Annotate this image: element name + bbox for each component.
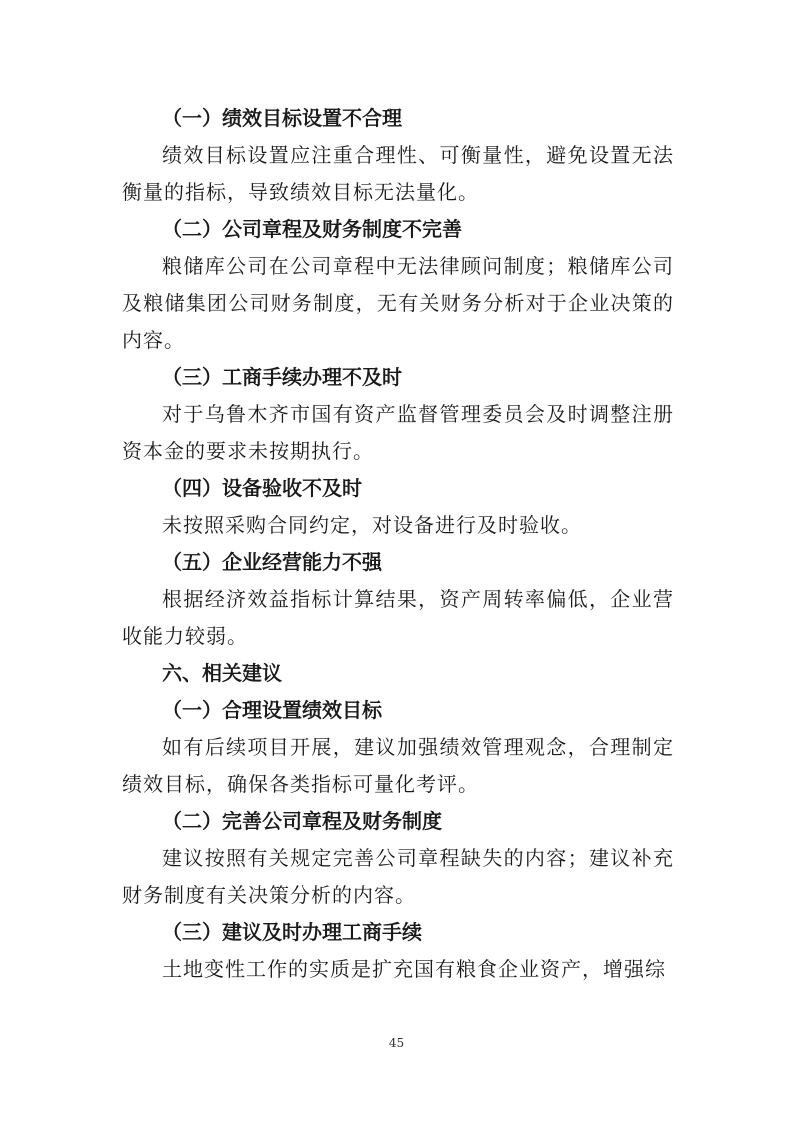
para-rec-procedures: 土地变性工作的实质是扩充国有粮食企业资产，增强综 — [162, 957, 666, 981]
para-rec-goals: 如有后续项目开展，建议加强绩效管理观念，合理制定绩效目标，确保各类指标可量化考评。 — [122, 735, 674, 796]
heading-rec-goals: （一）合理设置绩效目标 — [162, 698, 382, 722]
heading-company-charter: （二）公司章程及财务制度不完善 — [162, 217, 462, 241]
para-equipment-acceptance: 未按照采购合同约定，对设备进行及时验收。 — [162, 513, 582, 537]
document-body — [122, 100, 674, 988]
heading-business-procedures: （三）工商手续办理不及时 — [162, 365, 402, 389]
para-company-charter: 粮储库公司在公司章程中无法律顾问制度；粮储库公司及粮储集团公司财务制度，无有关财务分析对于企业决策的内容。 — [122, 254, 674, 352]
para-business-procedures: 对于乌鲁木齐市国有资产监督管理委员会及时调整注册资本金的要求未按期执行。 — [122, 402, 674, 463]
para-rec-charter: 建议按照有关规定完善公司章程缺失的内容；建议补充财务制度有关决策分析的内容。 — [122, 846, 674, 907]
page-number: 45 — [388, 1036, 405, 1050]
para-performance-goals: 绩效目标设置应注重合理性、可衡量性，避免设置无法衡量的指标，导致绩效目标无法量化。 — [122, 143, 674, 204]
heading-rec-procedures: （三）建议及时办理工商手续 — [162, 920, 422, 944]
heading-equipment-acceptance: （四）设备验收不及时 — [162, 476, 362, 500]
heading-operating-capacity: （五）企业经营能力不强 — [162, 550, 382, 574]
para-operating-capacity: 根据经济效益指标计算结果，资产周转率偏低，企业营收能力较弱。 — [122, 587, 674, 648]
heading-rec-charter: （二）完善公司章程及财务制度 — [162, 809, 442, 833]
heading-performance-goals: （一）绩效目标设置不合理 — [162, 106, 402, 130]
section-recommendations: 六、相关建议 — [162, 661, 282, 685]
